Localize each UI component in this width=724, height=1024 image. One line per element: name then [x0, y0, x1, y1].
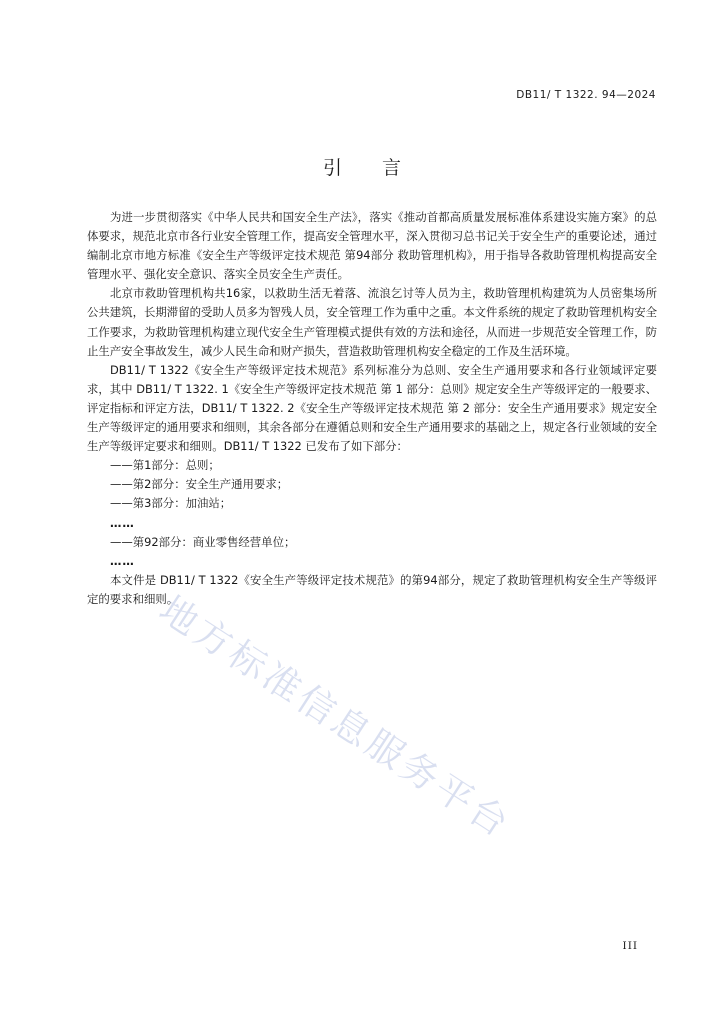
body-text	[87, 208, 657, 609]
section-title	[0, 153, 724, 180]
list-ellipsis-2: ……	[110, 553, 135, 568]
title-char-2: 言	[382, 157, 402, 179]
page-number: III	[622, 940, 638, 952]
paragraph-3: DB11/ T 1322《安全生产等级评定技术规范》系列标准分为总则、安全生产通用要求和各行业领域评定要求，其中 DB11/ T 1322. 1《安全生产等级评定技术规范 第 1 部分：总则》规定安全生产等级评定的一般要求、评定指标和评定方法，DB11/ T 1322. 2《安全生产等级评定技术规范 第 2 部分：安全生产通用要求》规定安全生产等级评定的通用要求和细则，其余各部分在遵循总则和安全生产通用要求的基础之上，规定各行业领域的安全生产等级评定要求和细则。DB11/ T 1322 已发布了如下部分：	[87, 362, 657, 454]
paragraph-4: 本文件是 DB11/ T 1322《安全生产等级评定技术规范》的第94部分，规定了救助管理机构安全生产等级评定的要求和细则。	[87, 572, 657, 606]
title-char-1: 引	[322, 157, 342, 179]
standard-code: DB11/ T 1322. 94—2024	[516, 89, 656, 101]
paragraph-1: 为进一步贯彻落实《中华人民共和国安全生产法》，落实《推动首都高质量发展标准体系建设实施方案》的总体要求，规范北京市各行业安全管理工作，提高安全管理水平，深入贯彻习总书记关于安全生产的重要论述，通过编制北京市地方标准《安全生产等级评定技术规范 第94部分 救助管理机构》，用于指导各救助管理机构提高安全管理水平、强化安全意识、落实全员安全生产责任。	[87, 210, 657, 282]
list-ellipsis-1: ……	[110, 515, 135, 530]
list-item-part-1: ——第1部分：总则；	[110, 458, 220, 473]
list-item-part-2: ——第2部分：安全生产通用要求；	[110, 477, 289, 492]
paragraph-2: 北京市救助管理机构共16家，以救助生活无着落、流浪乞讨等人员为主，救助管理机构建筑为人员密集场所公共建筑，长期滞留的受助人员多为智残人员，安全管理工作为重中之重。本文件系统的规定了救助管理机构安全工作要求，为救助管理机构建立现代安全生产管理模式提供有效的方法和途径，从而进一步规范安全管理工作，防止生产安全事故发生，减少人民生命和财产损失，营造救助管理机构安全稳定的工作及生活环境。	[87, 286, 657, 358]
list-item-part-92: ——第92部分：商业零售经营单位；	[110, 534, 296, 549]
watermark: 地方标准信息服务平台	[151, 587, 519, 847]
list-item-part-3: ——第3部分：加油站；	[110, 496, 232, 511]
